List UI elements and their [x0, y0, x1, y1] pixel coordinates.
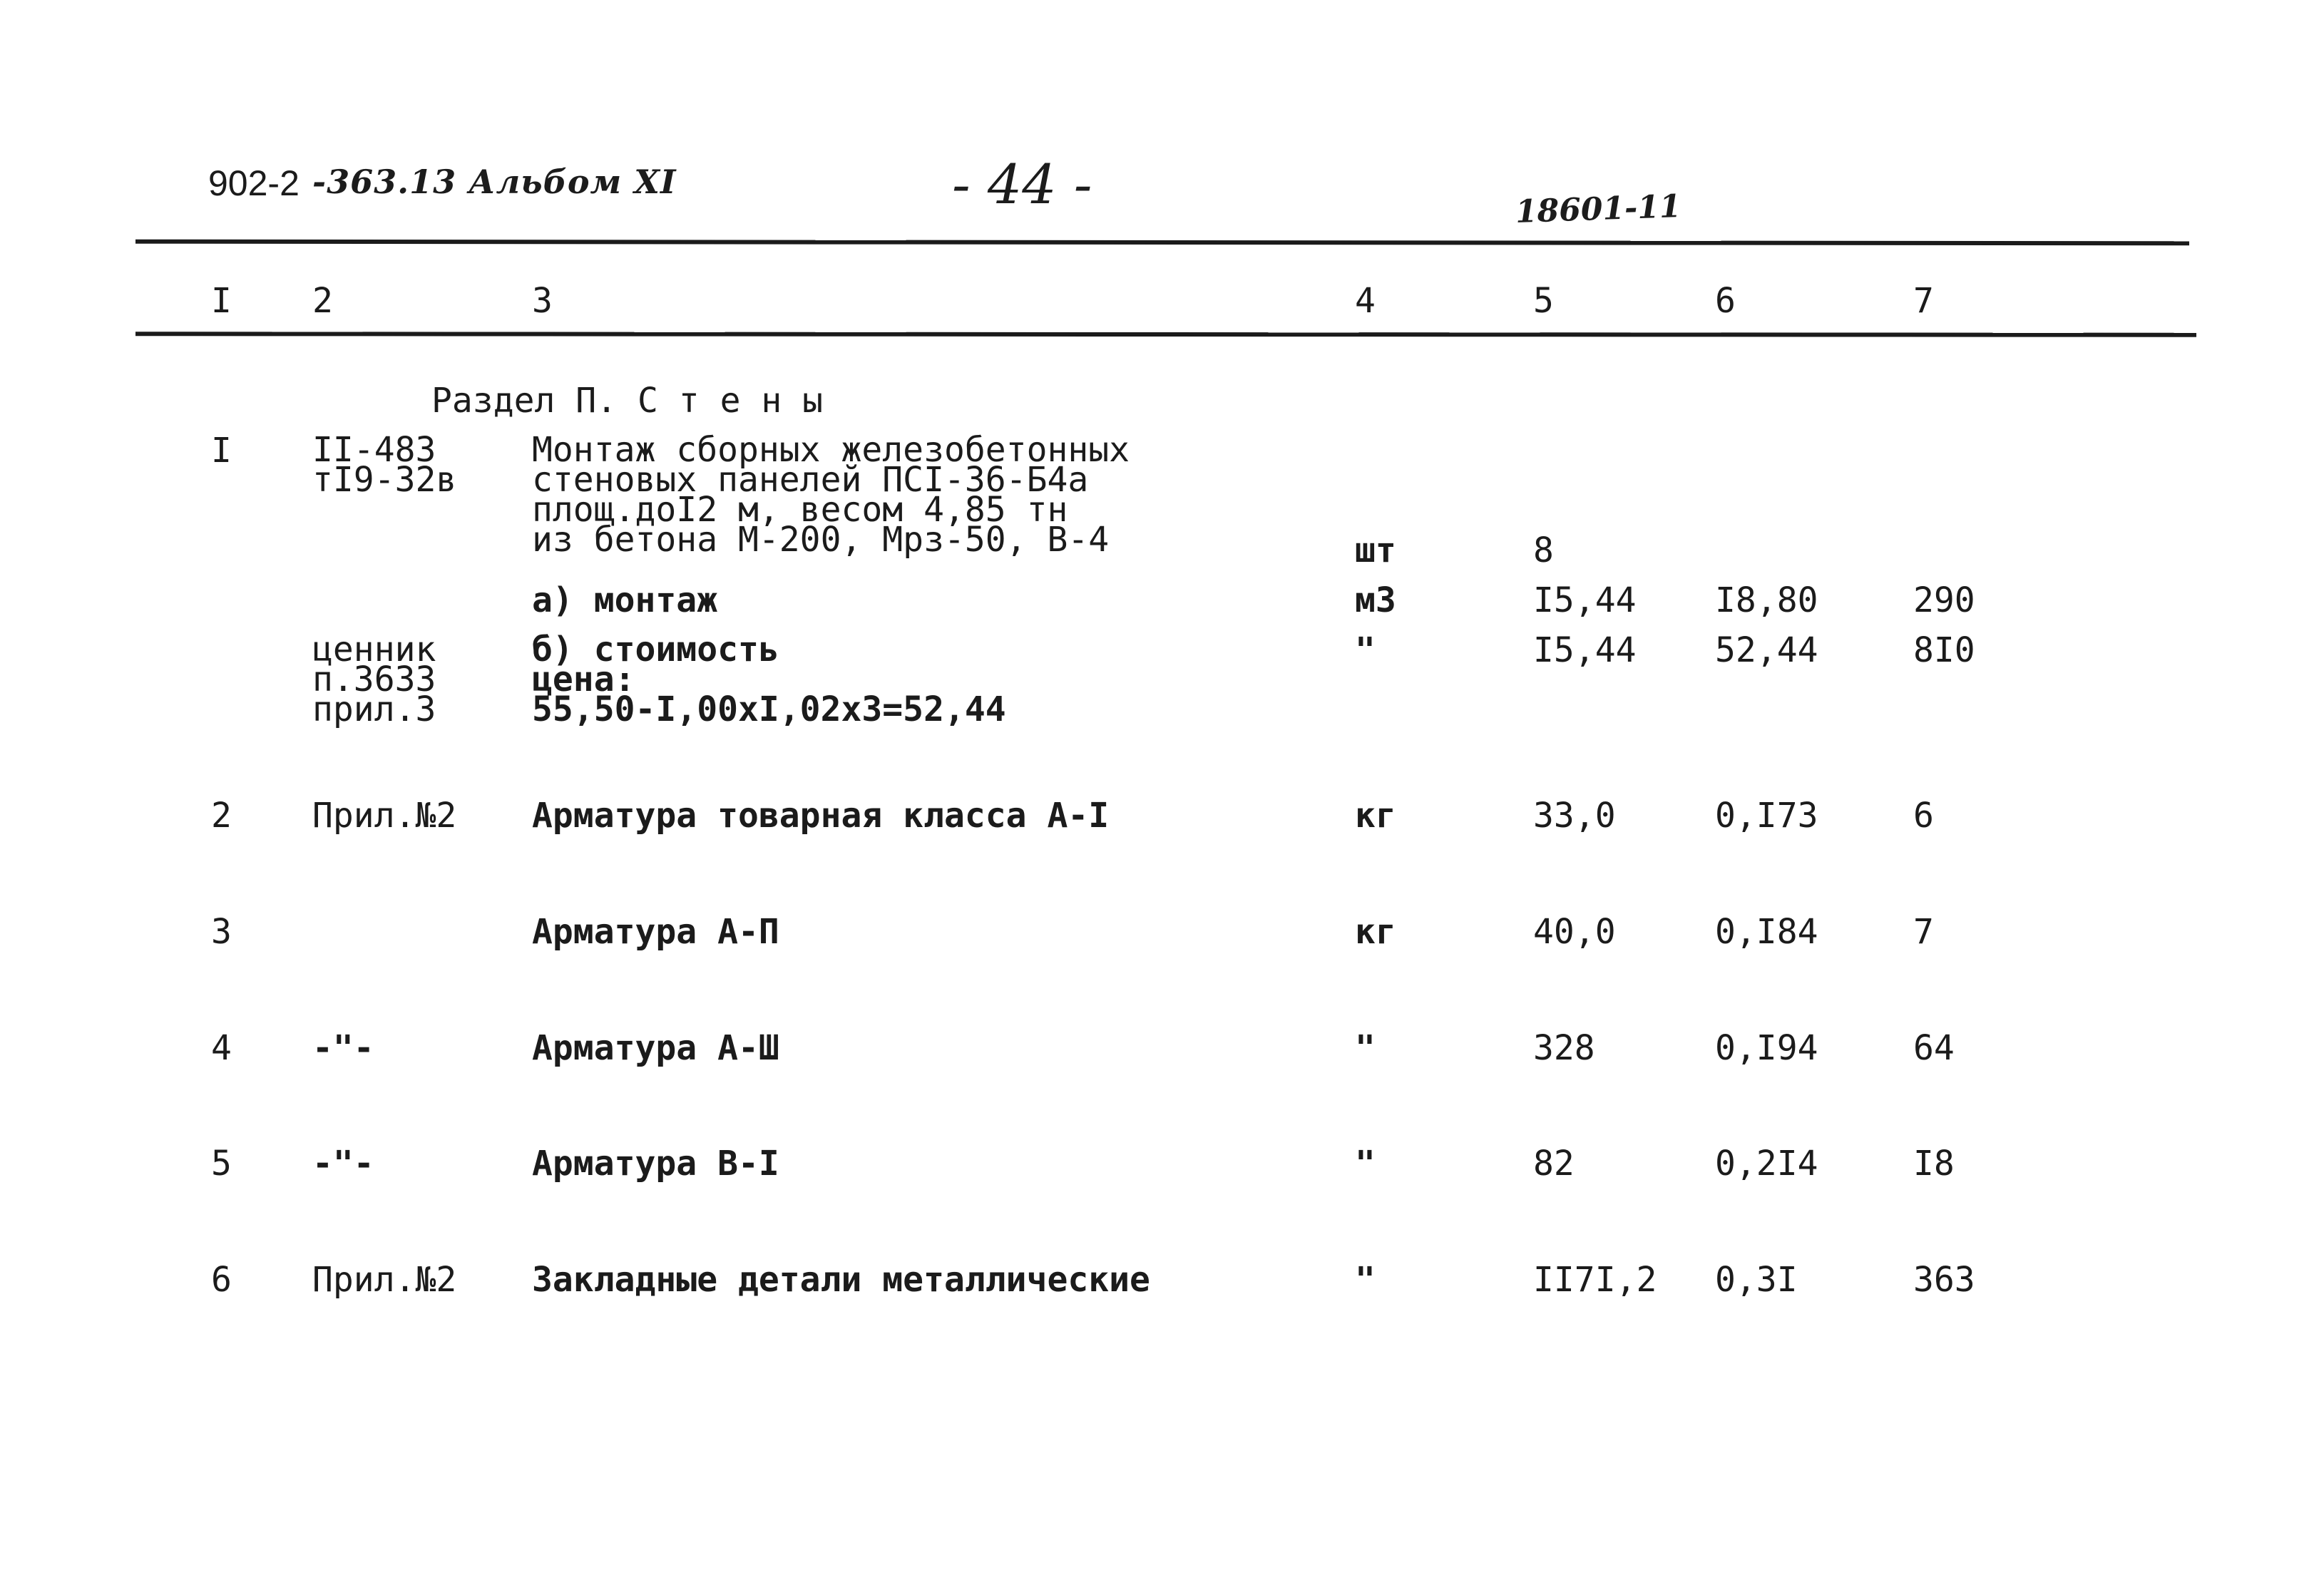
col-header-6: 6: [1715, 281, 1736, 321]
row-1b-unit: ": [1355, 630, 1376, 670]
row-1a-total: 290: [1913, 580, 1975, 620]
row-1-unit: шт: [1355, 530, 1396, 570]
row-2-total: 6: [1913, 796, 1934, 836]
col-header-1: I: [211, 281, 232, 321]
row-5-qty: 82: [1533, 1144, 1575, 1184]
row-5-total: I8: [1913, 1144, 1955, 1184]
row-5-num: 5: [211, 1144, 232, 1184]
row-4-unit: ": [1355, 1028, 1376, 1068]
row-1a-desc: а) монтаж: [532, 580, 718, 620]
row-1b-price: 52,44: [1715, 630, 1818, 670]
row-6-price: 0,3I: [1715, 1260, 1798, 1300]
row-1a-price: I8,80: [1715, 580, 1818, 620]
row-1-qty: 8: [1533, 530, 1554, 570]
section-title: Раздел П. С т е н ы: [431, 381, 824, 421]
col-header-2: 2: [312, 281, 333, 321]
row-2-num: 2: [211, 796, 232, 836]
row-2-desc: Арматура товарная класса А-I: [532, 796, 1110, 836]
row-3-total: 7: [1913, 912, 1934, 952]
row-6-ref: Прил.№2: [312, 1260, 457, 1300]
row-6-unit: ": [1355, 1260, 1376, 1300]
row-1b-total: 8I0: [1913, 630, 1975, 670]
row-6-qty: II7I,2: [1533, 1260, 1657, 1300]
col-header-7: 7: [1913, 281, 1934, 321]
row-5-desc: Арматура В-I: [532, 1144, 779, 1184]
inventory-number: 18601-11: [1515, 188, 1682, 231]
row-3-price: 0,I84: [1715, 912, 1818, 952]
row-1b-qty: I5,44: [1533, 630, 1637, 670]
row-1-num: I: [211, 431, 232, 471]
handwritten-album-code: -363.13 Альбом XI: [312, 163, 677, 201]
row-2-unit: кг: [1355, 796, 1396, 836]
row-5-ref: -"-: [312, 1144, 374, 1184]
row-2-price: 0,I73: [1715, 796, 1818, 836]
row-3-num: 3: [211, 912, 232, 952]
row-5-price: 0,2I4: [1715, 1144, 1818, 1184]
doc-code: 902-2: [208, 163, 300, 203]
row-3-unit: кг: [1355, 912, 1396, 952]
row-4-total: 64: [1913, 1028, 1955, 1068]
row-1-desc: Монтаж сборных железобетонных стеновых панелей ПСI-36-Б4а площ.доI2 м, весом 4,85 тн из бетона М-200, Мрз-50, В-4: [532, 430, 1130, 560]
row-6-num: 6: [211, 1260, 232, 1300]
page-number: - 44 -: [952, 153, 1092, 216]
row-1-ref: II-483 тI9-32в: [312, 430, 457, 500]
top-rule: [135, 240, 2189, 246]
row-1a-unit: м3: [1355, 580, 1396, 620]
row-5-unit: ": [1355, 1144, 1376, 1184]
row-1b-ref: ценник п.3633 прил.3: [312, 630, 436, 729]
row-3-qty: 40,0: [1533, 912, 1616, 952]
row-1a-qty: I5,44: [1533, 580, 1637, 620]
row-4-ref: -"-: [312, 1028, 374, 1068]
row-2-qty: 33,0: [1533, 796, 1616, 836]
row-1b-desc: б) стоимость цена: 55,50-I,00хI,02х3=52,44: [532, 630, 1006, 729]
row-4-num: 4: [211, 1028, 232, 1068]
row-2-ref: Прил.№2: [312, 796, 457, 836]
col-header-5: 5: [1533, 281, 1554, 321]
row-4-qty: 328: [1533, 1028, 1595, 1068]
col-header-4: 4: [1355, 281, 1376, 321]
header-bottom-rule: [135, 332, 2196, 337]
row-3-desc: Арматура А-П: [532, 912, 779, 952]
row-4-price: 0,I94: [1715, 1028, 1818, 1068]
row-6-total: 363: [1913, 1260, 1975, 1300]
col-header-3: 3: [532, 281, 553, 321]
row-4-desc: Арматура А-Ш: [532, 1028, 779, 1068]
row-6-desc: Закладные детали металлические: [532, 1260, 1150, 1300]
